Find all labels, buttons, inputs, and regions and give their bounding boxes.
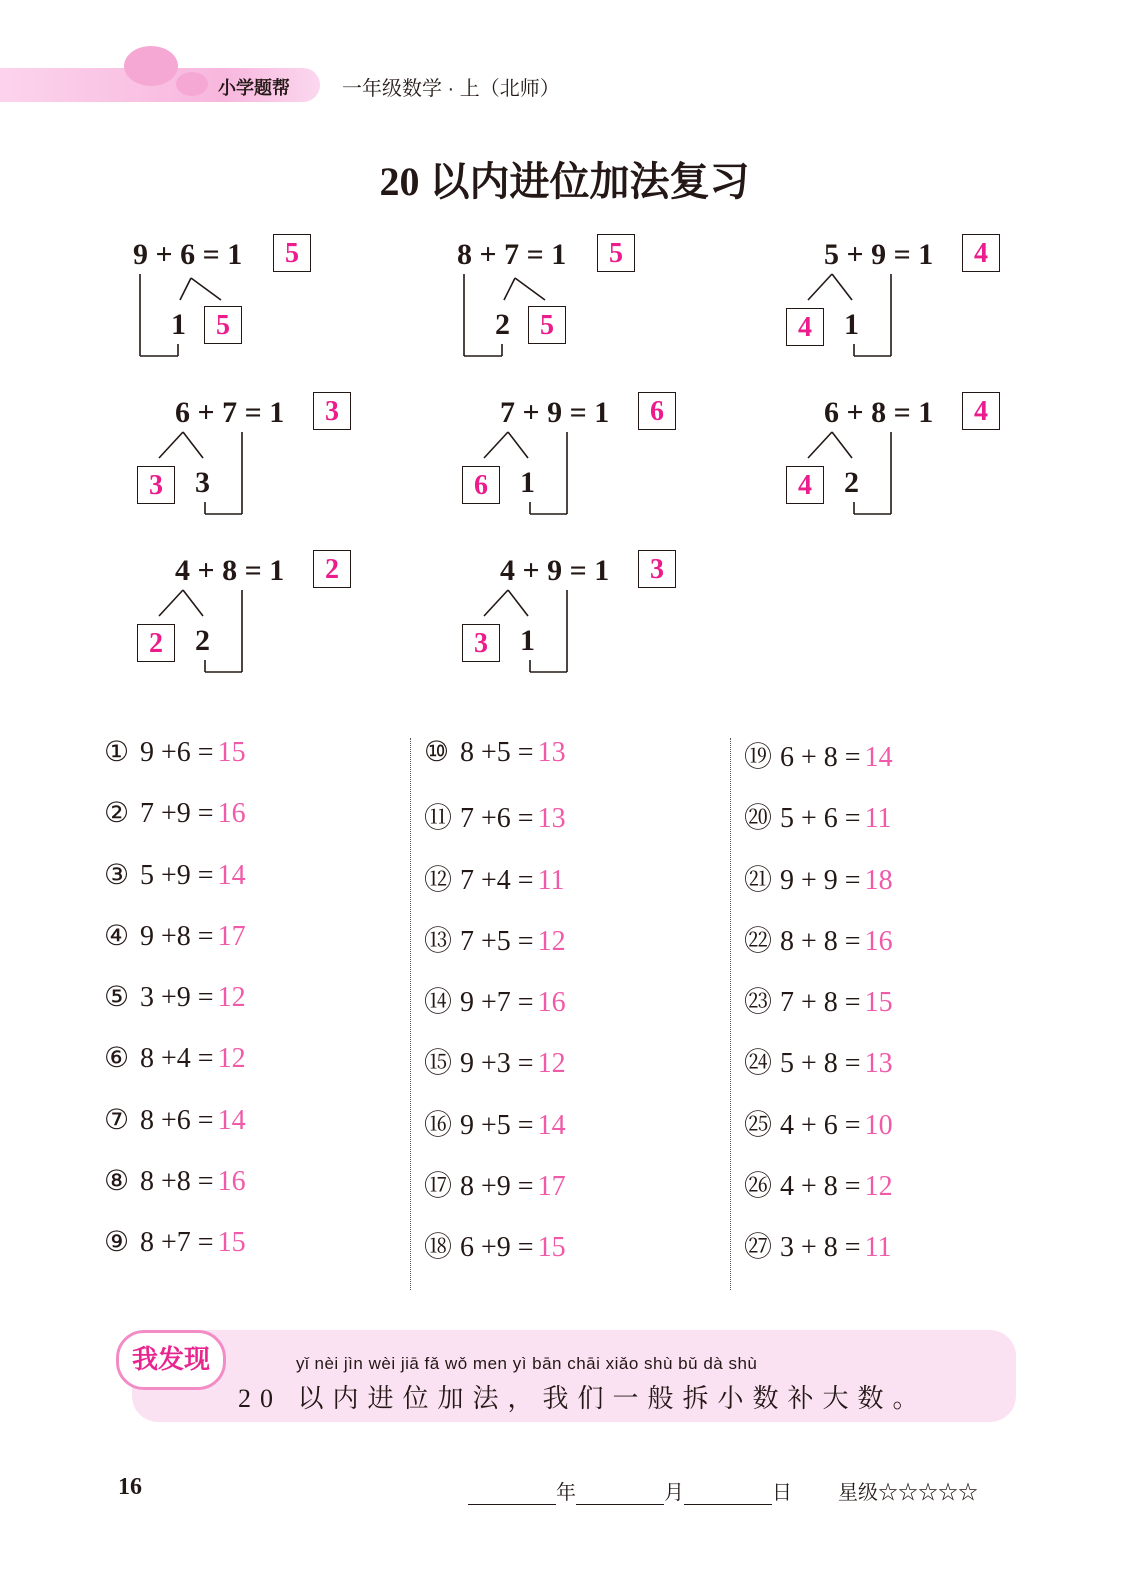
exercise-question: 8 +5 = — [460, 737, 534, 768]
exercise-question: 5 +9 = — [140, 859, 214, 891]
exercise-number: ㉗ — [744, 1232, 773, 1264]
exercise-question: 9 + 9 = — [780, 864, 861, 896]
exercise-number: ① — [104, 737, 130, 768]
exercise-item — [104, 1225, 404, 1286]
exercise-item — [744, 735, 1044, 796]
exercise-question: 9 +5 = — [460, 1109, 534, 1141]
exercise-answer[interactable]: 15 — [864, 987, 893, 1019]
exercise-answer[interactable]: 12 — [864, 1171, 893, 1203]
exercise-question: 3 +9 = — [140, 982, 214, 1014]
split-part-box[interactable]: 2 — [137, 624, 175, 662]
exercise-number: ⑩ — [424, 737, 450, 768]
exercise-number: ⑬ — [424, 925, 453, 957]
exercise-question: 9 +8 = — [140, 920, 214, 952]
decomposition-problem — [460, 554, 700, 684]
exercise-column-3 — [744, 735, 1044, 1287]
exercise-item — [744, 919, 1044, 980]
answer-box[interactable]: 5 — [597, 234, 635, 272]
exercise-item — [104, 735, 404, 796]
exercise-answer[interactable]: 12 — [537, 1048, 566, 1080]
exercise-number: ② — [104, 798, 130, 830]
exercise-number: ③ — [104, 859, 130, 891]
exercise-item — [744, 796, 1044, 857]
exercise-number: ⑮ — [424, 1048, 453, 1080]
exercise-number: ⑦ — [104, 1104, 130, 1136]
exercise-answer[interactable]: 14 — [217, 859, 246, 891]
exercise-question: 8 +9 = — [460, 1171, 534, 1203]
answer-box[interactable]: 6 — [638, 392, 676, 430]
exercise-item — [424, 1164, 724, 1225]
connector-line — [183, 432, 203, 458]
month-label: 月 — [664, 1482, 684, 1504]
exercise-item — [104, 1041, 404, 1102]
exercise-question: 8 + 8 = — [780, 925, 861, 957]
exercise-column-2 — [424, 735, 724, 1287]
connector-line — [180, 278, 191, 300]
exercise-number: ㉕ — [744, 1109, 773, 1141]
equation-text: 8 + 7 = 1 — [457, 238, 567, 271]
exercise-question: 6 + 8 = — [780, 742, 861, 773]
exercise-number: ㉓ — [744, 987, 773, 1019]
exercise-number: ⑧ — [104, 1166, 130, 1198]
day-blank[interactable] — [684, 1484, 772, 1505]
exercise-item — [104, 796, 404, 857]
exercise-question: 7 +6 = — [460, 803, 534, 835]
exercise-item — [744, 1225, 1044, 1286]
exercise-question: 6 +9 = — [460, 1232, 534, 1264]
mushroom-icon — [124, 46, 178, 86]
exercise-answer[interactable]: 15 — [217, 737, 246, 768]
star-rating: 星级☆☆☆☆☆ — [838, 1482, 978, 1504]
decomposition-problem — [133, 238, 373, 368]
exercise-item — [744, 858, 1044, 919]
exercise-item — [744, 980, 1044, 1041]
exercise-number: ⑨ — [104, 1227, 130, 1259]
year-label: 年 — [556, 1482, 576, 1504]
split-part-box[interactable]: 4 — [786, 308, 824, 346]
answer-box[interactable]: 3 — [638, 550, 676, 588]
exercise-question: 9 +3 = — [460, 1048, 534, 1080]
exercise-question: 8 +7 = — [140, 1227, 214, 1259]
connector-line — [484, 432, 508, 458]
answer-box[interactable]: 3 — [313, 392, 351, 430]
exercise-number: ⑰ — [424, 1171, 453, 1203]
split-part-given: 1 — [520, 624, 535, 657]
answer-box[interactable]: 4 — [962, 392, 1000, 430]
exercise-answer[interactable]: 13 — [537, 737, 566, 768]
exercise-answer[interactable]: 17 — [537, 1171, 566, 1203]
connector-line — [508, 590, 528, 616]
header-brand: 小学题帮 — [218, 78, 290, 98]
connector-line — [508, 432, 528, 458]
split-part-given: 2 — [195, 624, 210, 657]
exercise-item — [424, 980, 724, 1041]
connector-line — [159, 432, 183, 458]
mushroom-small-icon — [176, 72, 208, 96]
answer-box[interactable]: 5 — [273, 234, 311, 272]
exercise-answer[interactable]: 13 — [537, 803, 566, 835]
date-line — [468, 1476, 792, 1505]
split-part-given: 2 — [844, 466, 859, 499]
equation-text: 9 + 6 = 1 — [133, 238, 243, 271]
split-part-box[interactable]: 3 — [462, 624, 500, 662]
split-part-box[interactable]: 4 — [786, 466, 824, 504]
exercise-answer[interactable]: 12 — [217, 1043, 246, 1075]
page-number: 16 — [118, 1474, 142, 1500]
split-part-given: 3 — [195, 466, 210, 499]
equation-text: 6 + 8 = 1 — [824, 396, 934, 429]
connector-line — [183, 590, 203, 616]
exercise-answer[interactable]: 12 — [537, 925, 566, 957]
decomposition-problem — [460, 396, 700, 526]
exercise-column-1 — [104, 735, 404, 1287]
equation-text: 4 + 9 = 1 — [500, 554, 610, 587]
split-part-box[interactable]: 6 — [462, 466, 500, 504]
split-part-given: 1 — [171, 308, 186, 341]
exercise-item — [744, 1103, 1044, 1164]
month-blank[interactable] — [576, 1484, 664, 1505]
exercise-question: 7 +4 = — [460, 864, 534, 896]
exercise-question: 4 + 6 = — [780, 1109, 861, 1141]
exercise-number: ⑲ — [744, 742, 773, 773]
exercise-answer[interactable]: 16 — [217, 1166, 246, 1198]
exercise-item — [424, 919, 724, 980]
exercise-number: ⑱ — [424, 1232, 453, 1264]
exercise-item — [104, 980, 404, 1041]
page-title: 20 以内进位加法复习 — [379, 159, 750, 204]
exercise-number: ⑯ — [424, 1109, 453, 1141]
exercise-question: 7 +9 = — [140, 798, 214, 830]
header-book-title: 一年级数学 · 上（北师） — [342, 78, 560, 100]
discovery-badge: 我发现 — [116, 1330, 226, 1390]
connector-line — [515, 278, 545, 300]
decomposition-problem — [784, 396, 1024, 526]
exercise-number: ㉔ — [744, 1048, 773, 1080]
column-divider — [410, 738, 411, 1290]
split-part-given: 1 — [844, 308, 859, 341]
exercise-answer[interactable]: 13 — [864, 1048, 893, 1080]
connector-line — [484, 590, 508, 616]
decomposition-problem — [784, 238, 1024, 368]
exercise-answer[interactable]: 18 — [864, 864, 893, 896]
equation-text: 5 + 9 = 1 — [824, 238, 934, 271]
equation-text: 6 + 7 = 1 — [175, 396, 285, 429]
exercise-question: 8 +4 = — [140, 1043, 214, 1075]
exercise-answer[interactable]: 11 — [864, 1232, 892, 1264]
exercise-item — [104, 858, 404, 919]
connector-line — [832, 274, 852, 300]
exercise-item — [424, 858, 724, 919]
exercise-answer[interactable]: 10 — [864, 1109, 893, 1141]
exercise-question: 7 + 8 = — [780, 987, 861, 1019]
exercise-answer[interactable]: 17 — [217, 920, 246, 952]
exercise-number: ④ — [104, 920, 130, 952]
exercise-answer[interactable]: 11 — [537, 864, 565, 896]
exercise-number: ⑫ — [424, 864, 453, 896]
exercise-answer[interactable]: 12 — [217, 982, 246, 1014]
column-divider — [730, 738, 731, 1290]
exercise-number: ㉒ — [744, 925, 773, 957]
exercise-answer[interactable]: 16 — [864, 925, 893, 957]
exercise-item — [744, 1164, 1044, 1225]
exercise-item — [104, 1103, 404, 1164]
decomposition-problem — [457, 238, 697, 368]
exercise-answer[interactable]: 15 — [217, 1227, 246, 1259]
year-blank[interactable] — [468, 1484, 556, 1505]
exercise-item — [104, 919, 404, 980]
exercise-number: ⑥ — [104, 1043, 130, 1075]
exercise-number: ⑪ — [424, 803, 453, 835]
connector-line — [832, 432, 852, 458]
exercise-question: 4 + 8 = — [780, 1171, 861, 1203]
split-part-given: 1 — [520, 466, 535, 499]
connector-line — [808, 432, 832, 458]
exercise-item — [424, 1041, 724, 1102]
connector-line — [191, 278, 221, 300]
exercise-number: ⑭ — [424, 987, 453, 1019]
exercise-question: 3 + 8 = — [780, 1232, 861, 1264]
exercise-item — [424, 735, 724, 796]
exercise-answer[interactable]: 14 — [864, 742, 893, 773]
answer-box[interactable]: 4 — [962, 234, 1000, 272]
exercise-question: 5 + 8 = — [780, 1048, 861, 1080]
equation-text: 7 + 9 = 1 — [500, 396, 610, 429]
connector-line — [808, 274, 832, 300]
discovery-sentence: 20 以内进位加法，我们一般拆小数补大数。 — [238, 1384, 928, 1413]
split-part-box[interactable]: 5 — [528, 306, 566, 344]
exercise-question: 5 + 6 = — [780, 803, 861, 835]
exercise-question: 9 +6 = — [140, 737, 214, 768]
connector-line — [159, 590, 183, 616]
answer-box[interactable]: 2 — [313, 550, 351, 588]
exercise-question: 9 +7 = — [460, 987, 534, 1019]
discovery-pinyin: yǐ nèi jìn wèi jiā fǎ wǒ men yì bān chāi xiǎo shù bǔ dà shù — [296, 1354, 758, 1373]
exercise-answer[interactable]: 11 — [864, 803, 892, 835]
split-part-box[interactable]: 3 — [137, 466, 175, 504]
exercise-answer[interactable]: 16 — [537, 987, 566, 1019]
decomposition-problem — [135, 396, 375, 526]
exercise-number: ㉑ — [744, 864, 773, 896]
exercise-number: ⑤ — [104, 982, 130, 1014]
connector-line — [504, 278, 515, 300]
split-part-given: 2 — [495, 308, 510, 341]
exercise-item — [104, 1164, 404, 1225]
exercise-item — [744, 1041, 1044, 1102]
exercise-answer[interactable]: 14 — [537, 1109, 566, 1141]
exercise-answer[interactable]: 15 — [537, 1232, 566, 1264]
day-label: 日 — [772, 1482, 792, 1504]
split-part-box[interactable]: 5 — [204, 306, 242, 344]
exercise-item — [424, 1225, 724, 1286]
exercise-answer[interactable]: 16 — [217, 798, 246, 830]
exercise-number: ㉖ — [744, 1171, 773, 1203]
exercise-item — [424, 796, 724, 857]
decomposition-problem — [135, 554, 375, 684]
exercise-question: 8 +6 = — [140, 1104, 214, 1136]
exercise-number: ⑳ — [744, 803, 773, 835]
exercise-item — [424, 1103, 724, 1164]
equation-text: 4 + 8 = 1 — [175, 554, 285, 587]
exercise-question: 7 +5 = — [460, 925, 534, 957]
exercise-question: 8 +8 = — [140, 1166, 214, 1198]
exercise-answer[interactable]: 14 — [217, 1104, 246, 1136]
